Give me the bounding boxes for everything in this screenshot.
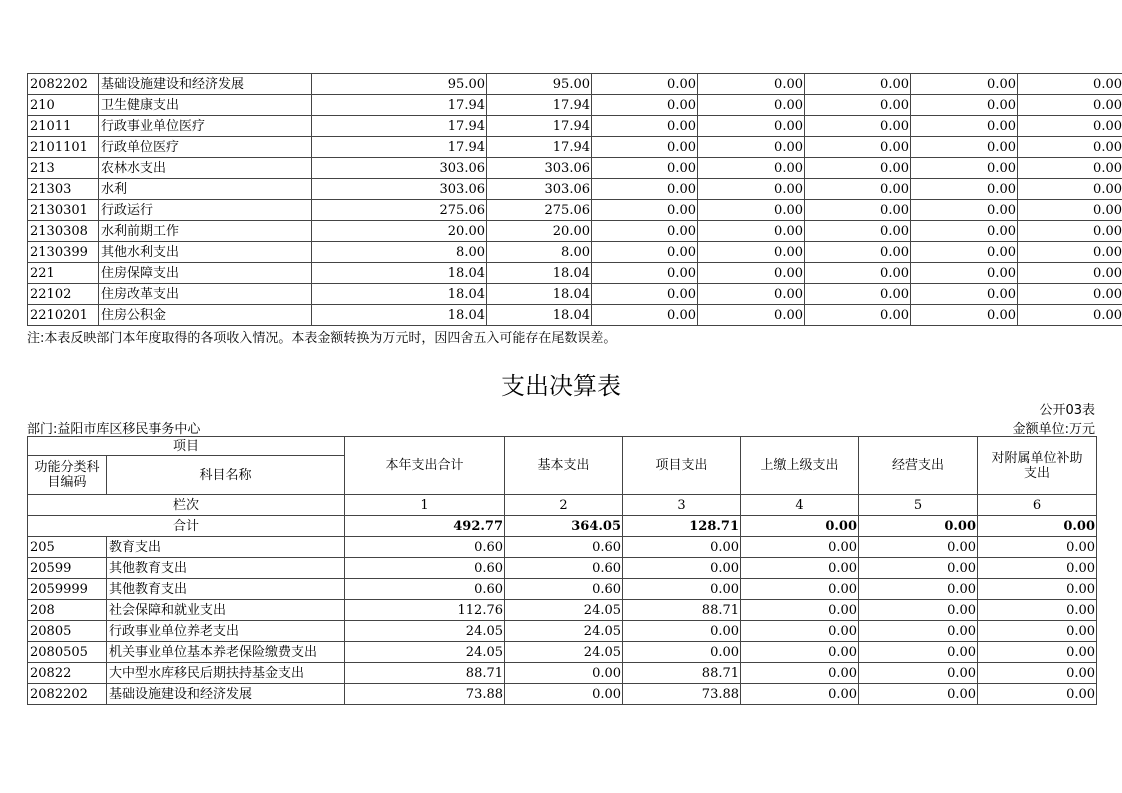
amount-cell: 0.00 [623, 537, 741, 558]
amount-cell: 0.00 [859, 558, 978, 579]
column-number: 4 [741, 495, 859, 516]
total-value: 0.00 [859, 516, 978, 537]
amount-cell: 0.00 [805, 284, 911, 305]
amount-cell: 0.60 [505, 558, 623, 579]
amount-cell: 0.00 [805, 179, 911, 200]
col-header-operating: 经营支出 [859, 437, 978, 495]
amount-cell: 95.00 [312, 74, 487, 95]
amount-cell: 0.00 [978, 579, 1097, 600]
subject-name: 水利前期工作 [99, 221, 312, 242]
subject-name: 农林水支出 [99, 158, 312, 179]
col-header-total: 本年支出合计 [345, 437, 505, 495]
amount-cell: 0.00 [978, 642, 1097, 663]
subject-name: 基础设施建设和经济发展 [99, 74, 312, 95]
amount-cell: 0.00 [859, 621, 978, 642]
header-row-1 [28, 437, 1097, 456]
subject-name: 基础设施建设和经济发展 [107, 684, 345, 705]
column-number: 2 [505, 495, 623, 516]
amount-cell: 0.00 [805, 137, 911, 158]
amount-cell: 0.00 [805, 305, 911, 326]
amount-cell: 0.00 [1018, 284, 1122, 305]
table-row [28, 600, 1097, 621]
amount-cell: 0.00 [978, 600, 1097, 621]
subject-code: 20599 [28, 558, 107, 579]
subject-code: 213 [28, 158, 99, 179]
subject-code: 205 [28, 537, 107, 558]
amount-cell: 0.00 [698, 74, 805, 95]
amount-cell: 0.00 [1018, 242, 1122, 263]
table-row [28, 137, 1122, 158]
subject-code: 2130399 [28, 242, 99, 263]
column-number: 1 [345, 495, 505, 516]
table-row [28, 242, 1122, 263]
table-row [28, 284, 1122, 305]
amount-cell: 0.00 [911, 74, 1018, 95]
amount-cell: 0.00 [805, 95, 911, 116]
subject-code: 2080505 [28, 642, 107, 663]
amount-cell: 0.00 [623, 642, 741, 663]
amount-cell: 0.00 [1018, 95, 1122, 116]
amount-cell: 0.00 [741, 684, 859, 705]
amount-cell: 17.94 [312, 116, 487, 137]
amount-cell: 24.05 [345, 621, 505, 642]
item-header: 项目 [28, 437, 345, 456]
column-number: 5 [859, 495, 978, 516]
amount-cell: 0.00 [592, 284, 698, 305]
column-number-row [28, 495, 1097, 516]
amount-cell: 0.00 [1018, 305, 1122, 326]
amount-cell: 112.76 [345, 600, 505, 621]
subject-name: 其他教育支出 [107, 579, 345, 600]
amount-cell: 0.00 [911, 305, 1018, 326]
amount-cell: 303.06 [487, 179, 592, 200]
amount-cell: 0.00 [592, 263, 698, 284]
amount-cell: 0.00 [698, 284, 805, 305]
amount-cell: 0.00 [592, 95, 698, 116]
amount-cell: 0.60 [345, 537, 505, 558]
total-row [28, 516, 1097, 537]
amount-cell: 0.00 [859, 579, 978, 600]
amount-cell: 20.00 [312, 221, 487, 242]
amount-cell: 0.00 [505, 684, 623, 705]
table-row [28, 305, 1122, 326]
amount-cell: 18.04 [312, 305, 487, 326]
amount-cell: 18.04 [487, 284, 592, 305]
amount-cell: 0.00 [592, 158, 698, 179]
subject-name: 水利 [99, 179, 312, 200]
subject-code: 2130308 [28, 221, 99, 242]
amount-cell: 18.04 [487, 305, 592, 326]
table-row [28, 74, 1122, 95]
amount-cell: 0.00 [859, 684, 978, 705]
amount-cell: 0.00 [698, 137, 805, 158]
amount-cell: 0.00 [859, 537, 978, 558]
amount-cell: 88.71 [345, 663, 505, 684]
amount-cell: 0.00 [978, 621, 1097, 642]
subject-code: 2059999 [28, 579, 107, 600]
amount-cell: 0.00 [741, 558, 859, 579]
subject-name: 其他水利支出 [99, 242, 312, 263]
amount-cell: 0.00 [911, 221, 1018, 242]
amount-cell: 0.00 [592, 137, 698, 158]
amount-cell: 0.00 [1018, 221, 1122, 242]
code-header: 功能分类科目编码 [28, 456, 107, 495]
subject-name: 行政单位医疗 [99, 137, 312, 158]
table-row [28, 663, 1097, 684]
amount-cell: 0.00 [805, 158, 911, 179]
expenditure-table-body [28, 437, 1097, 705]
amount-unit-label: 金额单位:万元 [1012, 422, 1095, 437]
amount-cell: 0.00 [1018, 179, 1122, 200]
amount-cell: 0.60 [345, 558, 505, 579]
amount-cell: 0.00 [911, 95, 1018, 116]
subject-code: 208 [28, 600, 107, 621]
amount-cell: 17.94 [312, 137, 487, 158]
amount-cell: 0.00 [741, 537, 859, 558]
subject-name: 住房公积金 [99, 305, 312, 326]
amount-cell: 0.00 [978, 558, 1097, 579]
subject-code: 210 [28, 95, 99, 116]
table-row [28, 579, 1097, 600]
amount-cell: 24.05 [505, 642, 623, 663]
total-value: 0.00 [978, 516, 1097, 537]
table-row [28, 95, 1122, 116]
table-row [28, 158, 1122, 179]
amount-cell: 0.00 [592, 221, 698, 242]
amount-cell: 24.05 [345, 642, 505, 663]
subject-code: 21303 [28, 179, 99, 200]
subject-code: 221 [28, 263, 99, 284]
amount-cell: 275.06 [312, 200, 487, 221]
table-row [28, 621, 1097, 642]
amount-cell: 20.00 [487, 221, 592, 242]
subject-name: 住房改革支出 [99, 284, 312, 305]
table-row [28, 116, 1122, 137]
subject-name: 行政事业单位养老支出 [107, 621, 345, 642]
subject-code: 2082202 [28, 684, 107, 705]
col-header-remit-superior: 上缴上级支出 [741, 437, 859, 495]
column-number: 6 [978, 495, 1097, 516]
amount-cell: 303.06 [312, 158, 487, 179]
amount-cell: 18.04 [312, 263, 487, 284]
amount-cell: 0.60 [345, 579, 505, 600]
amount-cell: 0.00 [623, 579, 741, 600]
amount-cell: 95.00 [487, 74, 592, 95]
total-label: 合计 [28, 516, 345, 537]
amount-cell: 0.00 [741, 663, 859, 684]
table-row [28, 221, 1122, 242]
subject-code: 2130301 [28, 200, 99, 221]
total-value: 128.71 [623, 516, 741, 537]
amount-cell: 0.00 [1018, 158, 1122, 179]
amount-cell: 0.00 [859, 642, 978, 663]
table-row [28, 684, 1097, 705]
subject-code: 21011 [28, 116, 99, 137]
table-row [28, 642, 1097, 663]
amount-cell: 88.71 [623, 663, 741, 684]
amount-cell: 73.88 [623, 684, 741, 705]
amount-cell: 0.00 [592, 116, 698, 137]
table-row [28, 179, 1122, 200]
amount-cell: 0.00 [978, 663, 1097, 684]
amount-cell: 0.00 [1018, 137, 1122, 158]
amount-cell: 0.00 [805, 116, 911, 137]
amount-cell: 0.00 [911, 242, 1018, 263]
amount-cell: 8.00 [312, 242, 487, 263]
total-value: 364.05 [505, 516, 623, 537]
amount-cell: 0.00 [592, 179, 698, 200]
amount-cell: 0.00 [698, 242, 805, 263]
form-code: 公开03表 [1039, 403, 1095, 418]
amount-cell: 0.00 [911, 137, 1018, 158]
amount-cell: 0.60 [505, 537, 623, 558]
total-value: 492.77 [345, 516, 505, 537]
col-header-subsidy: 对附属单位补助支出 [978, 437, 1097, 495]
subject-name: 机关事业单位基本养老保险缴费支出 [107, 642, 345, 663]
column-number: 3 [623, 495, 741, 516]
amount-cell: 0.00 [911, 284, 1018, 305]
subject-name: 大中型水库移民后期扶持基金支出 [107, 663, 345, 684]
page-title: 支出决算表 [501, 372, 621, 400]
amount-cell: 0.00 [805, 242, 911, 263]
amount-cell: 8.00 [487, 242, 592, 263]
amount-cell: 73.88 [345, 684, 505, 705]
amount-cell: 0.00 [698, 179, 805, 200]
amount-cell: 0.00 [741, 642, 859, 663]
subject-name: 其他教育支出 [107, 558, 345, 579]
amount-cell: 0.00 [698, 200, 805, 221]
amount-cell: 0.00 [859, 663, 978, 684]
amount-cell: 303.06 [487, 158, 592, 179]
amount-cell: 17.94 [487, 137, 592, 158]
amount-cell: 275.06 [487, 200, 592, 221]
amount-cell: 0.00 [698, 158, 805, 179]
amount-cell: 0.00 [1018, 74, 1122, 95]
amount-cell: 0.00 [911, 158, 1018, 179]
subject-code: 20805 [28, 621, 107, 642]
amount-cell: 0.00 [911, 179, 1018, 200]
amount-cell: 18.04 [487, 263, 592, 284]
amount-cell: 0.00 [805, 200, 911, 221]
amount-cell: 0.00 [859, 600, 978, 621]
amount-cell: 0.00 [805, 74, 911, 95]
amount-cell: 0.00 [741, 579, 859, 600]
amount-cell: 0.00 [741, 621, 859, 642]
amount-cell: 17.94 [487, 95, 592, 116]
total-value: 0.00 [741, 516, 859, 537]
amount-cell: 0.00 [698, 116, 805, 137]
subject-name: 教育支出 [107, 537, 345, 558]
subject-name: 行政事业单位医疗 [99, 116, 312, 137]
amount-cell: 0.00 [978, 684, 1097, 705]
amount-cell: 0.00 [592, 74, 698, 95]
amount-cell: 0.00 [1018, 263, 1122, 284]
income-table-continuation [27, 73, 1122, 326]
amount-cell: 0.60 [505, 579, 623, 600]
amount-cell: 0.00 [805, 263, 911, 284]
subject-name: 卫生健康支出 [99, 95, 312, 116]
amount-cell: 88.71 [623, 600, 741, 621]
col-header-project: 项目支出 [623, 437, 741, 495]
subject-name: 行政运行 [99, 200, 312, 221]
amount-cell: 0.00 [505, 663, 623, 684]
amount-cell: 24.05 [505, 600, 623, 621]
column-number-label: 栏次 [28, 495, 345, 516]
amount-cell: 303.06 [312, 179, 487, 200]
amount-cell: 24.05 [505, 621, 623, 642]
table-row [28, 200, 1122, 221]
table-row [28, 263, 1122, 284]
subject-code: 2210201 [28, 305, 99, 326]
amount-cell: 18.04 [312, 284, 487, 305]
amount-cell: 0.00 [911, 200, 1018, 221]
amount-cell: 0.00 [623, 558, 741, 579]
amount-cell: 0.00 [741, 600, 859, 621]
expenditure-table [27, 436, 1097, 705]
amount-cell: 0.00 [805, 221, 911, 242]
table-note: 注:本表反映部门本年度取得的各项收入情况。本表金额转换为万元时，因四舍五入可能存在尾数误差。 [27, 331, 617, 346]
amount-cell: 0.00 [1018, 200, 1122, 221]
amount-cell: 17.94 [487, 116, 592, 137]
subject-code: 20822 [28, 663, 107, 684]
amount-cell: 0.00 [911, 263, 1018, 284]
amount-cell: 0.00 [698, 305, 805, 326]
amount-cell: 0.00 [592, 305, 698, 326]
subject-code: 2082202 [28, 74, 99, 95]
amount-cell: 0.00 [978, 537, 1097, 558]
amount-cell: 0.00 [698, 263, 805, 284]
department-label: 部门:益阳市库区移民事务中心 [27, 422, 201, 437]
subject-name: 社会保障和就业支出 [107, 600, 345, 621]
amount-cell: 17.94 [312, 95, 487, 116]
table-row [28, 537, 1097, 558]
amount-cell: 0.00 [1018, 116, 1122, 137]
amount-cell: 0.00 [911, 116, 1018, 137]
amount-cell: 0.00 [698, 221, 805, 242]
subject-code: 22102 [28, 284, 99, 305]
subject-name: 住房保障支出 [99, 263, 312, 284]
income-table-body [28, 74, 1122, 326]
col-header-basic: 基本支出 [505, 437, 623, 495]
table-row [28, 558, 1097, 579]
amount-cell: 0.00 [592, 242, 698, 263]
amount-cell: 0.00 [623, 621, 741, 642]
subject-code: 2101101 [28, 137, 99, 158]
amount-cell: 0.00 [592, 200, 698, 221]
amount-cell: 0.00 [698, 95, 805, 116]
name-header: 科目名称 [107, 456, 345, 495]
